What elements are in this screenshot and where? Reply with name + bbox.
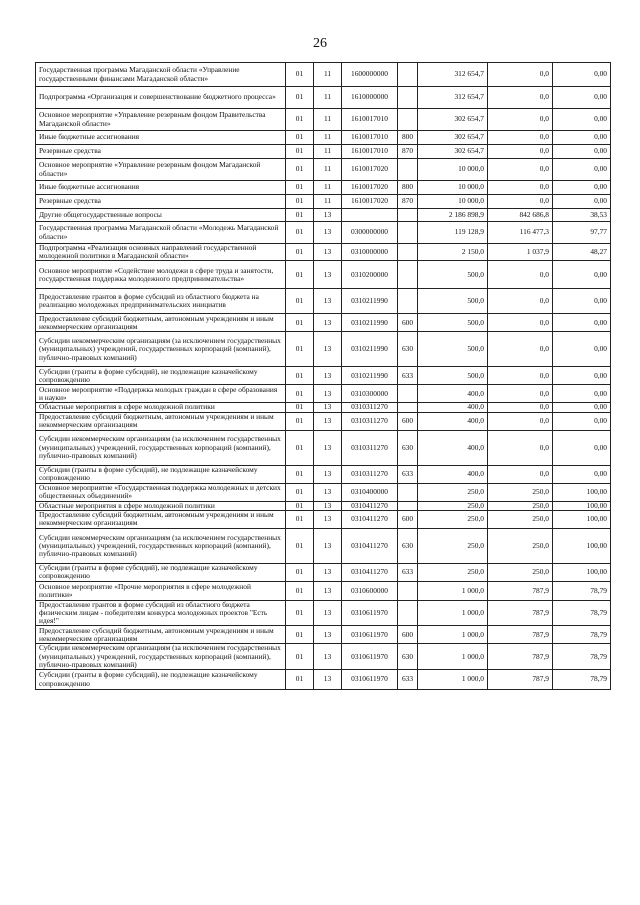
- executed-amount: 250,0: [488, 510, 553, 528]
- planned-amount: 2 186 898,9: [418, 209, 488, 222]
- execution-percent: 38,53: [553, 209, 611, 222]
- target-article: 0310211990: [342, 289, 398, 314]
- expense-type: [398, 600, 418, 626]
- executed-amount: 787,9: [488, 626, 553, 644]
- row-name: Основное мероприятие «Управление резервным фондом Правительства Магаданской области»: [36, 109, 286, 131]
- section-code: 01: [286, 670, 314, 690]
- expense-type: 600: [398, 314, 418, 332]
- executed-amount: 250,0: [488, 483, 553, 501]
- table-row: [36, 563, 611, 581]
- subsection-code: 13: [314, 510, 342, 528]
- executed-amount: 0,0: [488, 385, 553, 403]
- execution-percent: 100,00: [553, 563, 611, 581]
- subsection-code: 13: [314, 209, 342, 222]
- target-article: 0310311270: [342, 412, 398, 430]
- planned-amount: 10 000,0: [418, 159, 488, 181]
- row-name: Предоставление грантов в форме субсидий из областного бюджета на реализацию молодежных предпринимательских инициатив: [36, 289, 286, 314]
- row-name: Основное мероприятие «Содействие молодежи в сфере труда и занятости, государственная поддержка молодежного предпринимательства»: [36, 261, 286, 289]
- execution-percent: 78,79: [553, 626, 611, 644]
- row-name: Другие общегосударственные вопросы: [36, 209, 286, 222]
- executed-amount: 0,0: [488, 289, 553, 314]
- expense-type: 630: [398, 430, 418, 465]
- target-article: 0310400000: [342, 483, 398, 501]
- target-article: 0310611970: [342, 670, 398, 690]
- expense-type: 870: [398, 145, 418, 159]
- expense-type: 633: [398, 563, 418, 581]
- execution-percent: 78,79: [553, 581, 611, 600]
- execution-percent: 78,79: [553, 670, 611, 690]
- section-code: 01: [286, 483, 314, 501]
- section-code: 01: [286, 159, 314, 181]
- section-code: 01: [286, 289, 314, 314]
- planned-amount: 250,0: [418, 510, 488, 528]
- section-code: 01: [286, 145, 314, 159]
- row-name: Предоставление грантов в форме субсидий из областного бюджета физическим лицам - победителям конкурса молодежных проектов "Есть идея!": [36, 600, 286, 626]
- table-row: [36, 289, 611, 314]
- table-row: [36, 195, 611, 209]
- section-code: 01: [286, 87, 314, 109]
- planned-amount: 500,0: [418, 332, 488, 367]
- table-row: [36, 209, 611, 222]
- subsection-code: 11: [314, 159, 342, 181]
- target-article: 0310200000: [342, 261, 398, 289]
- executed-amount: 0,0: [488, 261, 553, 289]
- subsection-code: 13: [314, 261, 342, 289]
- expense-type: 870: [398, 195, 418, 209]
- row-name: Основное мероприятие «Государственная поддержка молодежных и детских общественных объединений»: [36, 483, 286, 501]
- target-article: 0310600000: [342, 581, 398, 600]
- expense-type: [398, 159, 418, 181]
- expense-type: 630: [398, 528, 418, 563]
- execution-percent: 0,00: [553, 261, 611, 289]
- section-code: 01: [286, 181, 314, 195]
- row-name: Подпрограмма «Организация и совершенствование бюджетного процесса»: [36, 87, 286, 109]
- subsection-code: 13: [314, 314, 342, 332]
- row-name: Субсидии (гранты в форме субсидий), не подлежащие казначейскому сопровождению: [36, 465, 286, 483]
- row-name: Областные мероприятия в сфере молодежной политики: [36, 403, 286, 412]
- row-name: Основное мероприятие «Поддержка молодых граждан в сфере образования и науки»: [36, 385, 286, 403]
- row-name: Субсидии некоммерческим организациям (за исключением государственных (муниципальных) учреждений, государственных корпораций (компаний), публично-правовых компаний): [36, 332, 286, 367]
- section-code: 01: [286, 244, 314, 261]
- execution-percent: 0,00: [553, 465, 611, 483]
- subsection-code: 13: [314, 385, 342, 403]
- section-code: 01: [286, 581, 314, 600]
- subsection-code: 11: [314, 131, 342, 145]
- subsection-code: 13: [314, 367, 342, 385]
- expense-type: [398, 261, 418, 289]
- table-row: [36, 483, 611, 501]
- section-code: 01: [286, 412, 314, 430]
- planned-amount: 500,0: [418, 289, 488, 314]
- row-name: Иные бюджетные ассигнования: [36, 131, 286, 145]
- subsection-code: 11: [314, 181, 342, 195]
- section-code: 01: [286, 222, 314, 244]
- section-code: 01: [286, 314, 314, 332]
- expense-type: [398, 222, 418, 244]
- expense-type: 630: [398, 332, 418, 367]
- section-code: 01: [286, 465, 314, 483]
- subsection-code: 13: [314, 600, 342, 626]
- planned-amount: 1 000,0: [418, 670, 488, 690]
- table-row: [36, 181, 611, 195]
- subsection-code: 11: [314, 195, 342, 209]
- section-code: 01: [286, 109, 314, 131]
- execution-percent: 0,00: [553, 314, 611, 332]
- row-name: Предоставление субсидий бюджетным, автономным учреждениям и иным некоммерческим организациям: [36, 626, 286, 644]
- planned-amount: 1 000,0: [418, 581, 488, 600]
- section-code: 01: [286, 403, 314, 412]
- table-row: [36, 87, 611, 109]
- row-name: Субсидии некоммерческим организациям (за исключением государственных (муниципальных) учреждений, государственных корпораций (компаний), публично-правовых компаний): [36, 528, 286, 563]
- expense-type: [398, 63, 418, 87]
- row-name: Субсидии (гранты в форме субсидий), не подлежащие казначейскому сопровождению: [36, 367, 286, 385]
- target-article: 0310411270: [342, 510, 398, 528]
- section-code: 01: [286, 563, 314, 581]
- executed-amount: 0,0: [488, 403, 553, 412]
- subsection-code: 13: [314, 465, 342, 483]
- execution-percent: 100,00: [553, 483, 611, 501]
- subsection-code: 11: [314, 63, 342, 87]
- row-name: Субсидии (гранты в форме субсидий), не подлежащие казначейскому сопровождению: [36, 563, 286, 581]
- planned-amount: 302 654,7: [418, 109, 488, 131]
- target-article: 0310611970: [342, 626, 398, 644]
- table-row: [36, 159, 611, 181]
- subsection-code: 13: [314, 412, 342, 430]
- executed-amount: 116 477,3: [488, 222, 553, 244]
- row-name: Резервные средства: [36, 145, 286, 159]
- target-article: 0310311270: [342, 403, 398, 412]
- execution-percent: 48,27: [553, 244, 611, 261]
- target-article: 0310611970: [342, 644, 398, 670]
- row-name: Субсидии (гранты в форме субсидий), не подлежащие казначейскому сопровождению: [36, 670, 286, 690]
- section-code: 01: [286, 430, 314, 465]
- executed-amount: 0,0: [488, 159, 553, 181]
- target-article: 1610017010: [342, 131, 398, 145]
- executed-amount: 0,0: [488, 367, 553, 385]
- execution-percent: 0,00: [553, 63, 611, 87]
- execution-percent: 100,00: [553, 501, 611, 510]
- expense-type: 600: [398, 412, 418, 430]
- row-name: Государственная программа Магаданской области «Молодежь Магаданской области»: [36, 222, 286, 244]
- row-name: Государственная программа Магаданской области «Управление государственными финансами Магаданской области»: [36, 63, 286, 87]
- row-name: Субсидии некоммерческим организациям (за исключением государственных (муниципальных) учреждений, государственных корпораций (компаний), публично-правовых компаний): [36, 430, 286, 465]
- executed-amount: 250,0: [488, 563, 553, 581]
- row-name: Резервные средства: [36, 195, 286, 209]
- planned-amount: 250,0: [418, 563, 488, 581]
- executed-amount: 0,0: [488, 314, 553, 332]
- section-code: 01: [286, 626, 314, 644]
- row-name: Областные мероприятия в сфере молодежной политики: [36, 501, 286, 510]
- expense-type: 600: [398, 626, 418, 644]
- expense-type: [398, 581, 418, 600]
- subsection-code: 13: [314, 222, 342, 244]
- table-row: [36, 244, 611, 261]
- expense-type: [398, 209, 418, 222]
- executed-amount: 787,9: [488, 670, 553, 690]
- executed-amount: 787,9: [488, 581, 553, 600]
- planned-amount: 250,0: [418, 501, 488, 510]
- table-row: [36, 644, 611, 670]
- subsection-code: 13: [314, 483, 342, 501]
- planned-amount: 302 654,7: [418, 131, 488, 145]
- expense-type: 630: [398, 644, 418, 670]
- table-row: [36, 626, 611, 644]
- table-row: [36, 222, 611, 244]
- section-code: 01: [286, 131, 314, 145]
- executed-amount: 842 686,8: [488, 209, 553, 222]
- planned-amount: 400,0: [418, 465, 488, 483]
- expense-type: [398, 483, 418, 501]
- executed-amount: 0,0: [488, 430, 553, 465]
- section-code: 01: [286, 528, 314, 563]
- planned-amount: 500,0: [418, 261, 488, 289]
- target-article: 0310211990: [342, 367, 398, 385]
- execution-percent: 0,00: [553, 181, 611, 195]
- target-article: 0300000000: [342, 222, 398, 244]
- planned-amount: 119 128,9: [418, 222, 488, 244]
- target-article: 1610000000: [342, 87, 398, 109]
- planned-amount: 2 150,0: [418, 244, 488, 261]
- expense-type: [398, 289, 418, 314]
- row-name: Основное мероприятие «Прочие мероприятия в сфере молодежной политики»: [36, 581, 286, 600]
- section-code: 01: [286, 195, 314, 209]
- executed-amount: 0,0: [488, 195, 553, 209]
- subsection-code: 11: [314, 109, 342, 131]
- section-code: 01: [286, 385, 314, 403]
- subsection-code: 13: [314, 670, 342, 690]
- execution-percent: 0,00: [553, 332, 611, 367]
- execution-percent: 0,00: [553, 109, 611, 131]
- planned-amount: 400,0: [418, 403, 488, 412]
- expense-type: [398, 403, 418, 412]
- expense-type: 600: [398, 510, 418, 528]
- executed-amount: 0,0: [488, 465, 553, 483]
- budget-table: [35, 62, 611, 690]
- expense-type: 633: [398, 367, 418, 385]
- executed-amount: 0,0: [488, 332, 553, 367]
- subsection-code: 13: [314, 528, 342, 563]
- planned-amount: 500,0: [418, 314, 488, 332]
- executed-amount: 0,0: [488, 87, 553, 109]
- section-code: 01: [286, 501, 314, 510]
- execution-percent: 0,00: [553, 131, 611, 145]
- executed-amount: 0,0: [488, 412, 553, 430]
- target-article: 0310211990: [342, 314, 398, 332]
- subsection-code: 11: [314, 145, 342, 159]
- row-name: Основное мероприятие «Управление резервным фондом Магаданской области»: [36, 159, 286, 181]
- table-row: [36, 131, 611, 145]
- table-row: [36, 510, 611, 528]
- row-name: Субсидии некоммерческим организациям (за исключением государственных (муниципальных) учреждений, государственных корпораций (компаний), публично-правовых компаний): [36, 644, 286, 670]
- execution-percent: 100,00: [553, 510, 611, 528]
- section-code: 01: [286, 63, 314, 87]
- table-row: [36, 670, 611, 690]
- row-name: Предоставление субсидий бюджетным, автономным учреждениям и иным некоммерческим организациям: [36, 510, 286, 528]
- table-row: [36, 145, 611, 159]
- table-row: [36, 581, 611, 600]
- table-row: [36, 403, 611, 412]
- planned-amount: 400,0: [418, 412, 488, 430]
- expense-type: 800: [398, 131, 418, 145]
- section-code: 01: [286, 209, 314, 222]
- row-name: Предоставление субсидий бюджетным, автономным учреждениям и иным некоммерческим организациям: [36, 412, 286, 430]
- table-row: [36, 109, 611, 131]
- expense-type: [398, 109, 418, 131]
- execution-percent: 0,00: [553, 145, 611, 159]
- executed-amount: 0,0: [488, 131, 553, 145]
- target-article: 1610017020: [342, 159, 398, 181]
- row-name: Подпрограмма «Реализация основных направлений государственной молодежной политики в Магаданской области»: [36, 244, 286, 261]
- target-article: 0310311270: [342, 430, 398, 465]
- execution-percent: 0,00: [553, 385, 611, 403]
- execution-percent: 0,00: [553, 367, 611, 385]
- target-article: 1610017020: [342, 195, 398, 209]
- expense-type: [398, 244, 418, 261]
- target-article: 0310000000: [342, 244, 398, 261]
- executed-amount: 250,0: [488, 501, 553, 510]
- expense-type: [398, 87, 418, 109]
- planned-amount: 400,0: [418, 430, 488, 465]
- target-article: 1610017020: [342, 181, 398, 195]
- planned-amount: 1 000,0: [418, 600, 488, 626]
- target-article: 0310211990: [342, 332, 398, 367]
- target-article: 0310611970: [342, 600, 398, 626]
- subsection-code: 13: [314, 501, 342, 510]
- execution-percent: 0,00: [553, 403, 611, 412]
- target-article: 0310311270: [342, 465, 398, 483]
- table-row: [36, 332, 611, 367]
- planned-amount: 10 000,0: [418, 181, 488, 195]
- table-body: [36, 63, 611, 690]
- planned-amount: 250,0: [418, 528, 488, 563]
- execution-percent: 0,00: [553, 195, 611, 209]
- execution-percent: 78,79: [553, 600, 611, 626]
- expense-type: 633: [398, 465, 418, 483]
- section-code: 01: [286, 510, 314, 528]
- execution-percent: 0,00: [553, 289, 611, 314]
- section-code: 01: [286, 644, 314, 670]
- subsection-code: 13: [314, 289, 342, 314]
- section-code: 01: [286, 600, 314, 626]
- section-code: 01: [286, 332, 314, 367]
- planned-amount: 500,0: [418, 367, 488, 385]
- planned-amount: 1 000,0: [418, 644, 488, 670]
- subsection-code: 13: [314, 403, 342, 412]
- executed-amount: 250,0: [488, 528, 553, 563]
- planned-amount: 312 654,7: [418, 63, 488, 87]
- executed-amount: 0,0: [488, 109, 553, 131]
- row-name: Предоставление субсидий бюджетным, автономным учреждениям и иным некоммерческим организациям: [36, 314, 286, 332]
- execution-percent: 78,79: [553, 644, 611, 670]
- target-article: 0310300000: [342, 385, 398, 403]
- table-row: [36, 261, 611, 289]
- execution-percent: 0,00: [553, 430, 611, 465]
- executed-amount: 1 037,9: [488, 244, 553, 261]
- table-row: [36, 385, 611, 403]
- subsection-code: 13: [314, 626, 342, 644]
- executed-amount: 787,9: [488, 644, 553, 670]
- section-code: 01: [286, 367, 314, 385]
- subsection-code: 13: [314, 644, 342, 670]
- execution-percent: 0,00: [553, 159, 611, 181]
- target-article: 1610017010: [342, 109, 398, 131]
- table-row: [36, 314, 611, 332]
- target-article: 0310411270: [342, 563, 398, 581]
- planned-amount: 10 000,0: [418, 195, 488, 209]
- table-row: [36, 430, 611, 465]
- target-article: 1610017010: [342, 145, 398, 159]
- target-article: 0310411270: [342, 528, 398, 563]
- expense-type: [398, 385, 418, 403]
- planned-amount: 400,0: [418, 385, 488, 403]
- expense-type: 633: [398, 670, 418, 690]
- expense-type: 800: [398, 181, 418, 195]
- execution-percent: 0,00: [553, 87, 611, 109]
- target-article: 1600000000: [342, 63, 398, 87]
- subsection-code: 13: [314, 430, 342, 465]
- subsection-code: 13: [314, 244, 342, 261]
- table-row: [36, 528, 611, 563]
- table-row: [36, 600, 611, 626]
- subsection-code: 13: [314, 332, 342, 367]
- table-row: [36, 501, 611, 510]
- planned-amount: 312 654,7: [418, 87, 488, 109]
- execution-percent: 100,00: [553, 528, 611, 563]
- planned-amount: 1 000,0: [418, 626, 488, 644]
- page-number: 26: [313, 36, 327, 51]
- target-article: [342, 209, 398, 222]
- target-article: 0310411270: [342, 501, 398, 510]
- subsection-code: 13: [314, 563, 342, 581]
- execution-percent: 0,00: [553, 412, 611, 430]
- executed-amount: 787,9: [488, 600, 553, 626]
- planned-amount: 302 654,7: [418, 145, 488, 159]
- execution-percent: 97,77: [553, 222, 611, 244]
- executed-amount: 0,0: [488, 63, 553, 87]
- row-name: Иные бюджетные ассигнования: [36, 181, 286, 195]
- planned-amount: 250,0: [418, 483, 488, 501]
- section-code: 01: [286, 261, 314, 289]
- executed-amount: 0,0: [488, 145, 553, 159]
- table-row: [36, 63, 611, 87]
- table-row: [36, 367, 611, 385]
- expense-type: [398, 501, 418, 510]
- table-row: [36, 465, 611, 483]
- table-row: [36, 412, 611, 430]
- executed-amount: 0,0: [488, 181, 553, 195]
- subsection-code: 11: [314, 87, 342, 109]
- subsection-code: 13: [314, 581, 342, 600]
